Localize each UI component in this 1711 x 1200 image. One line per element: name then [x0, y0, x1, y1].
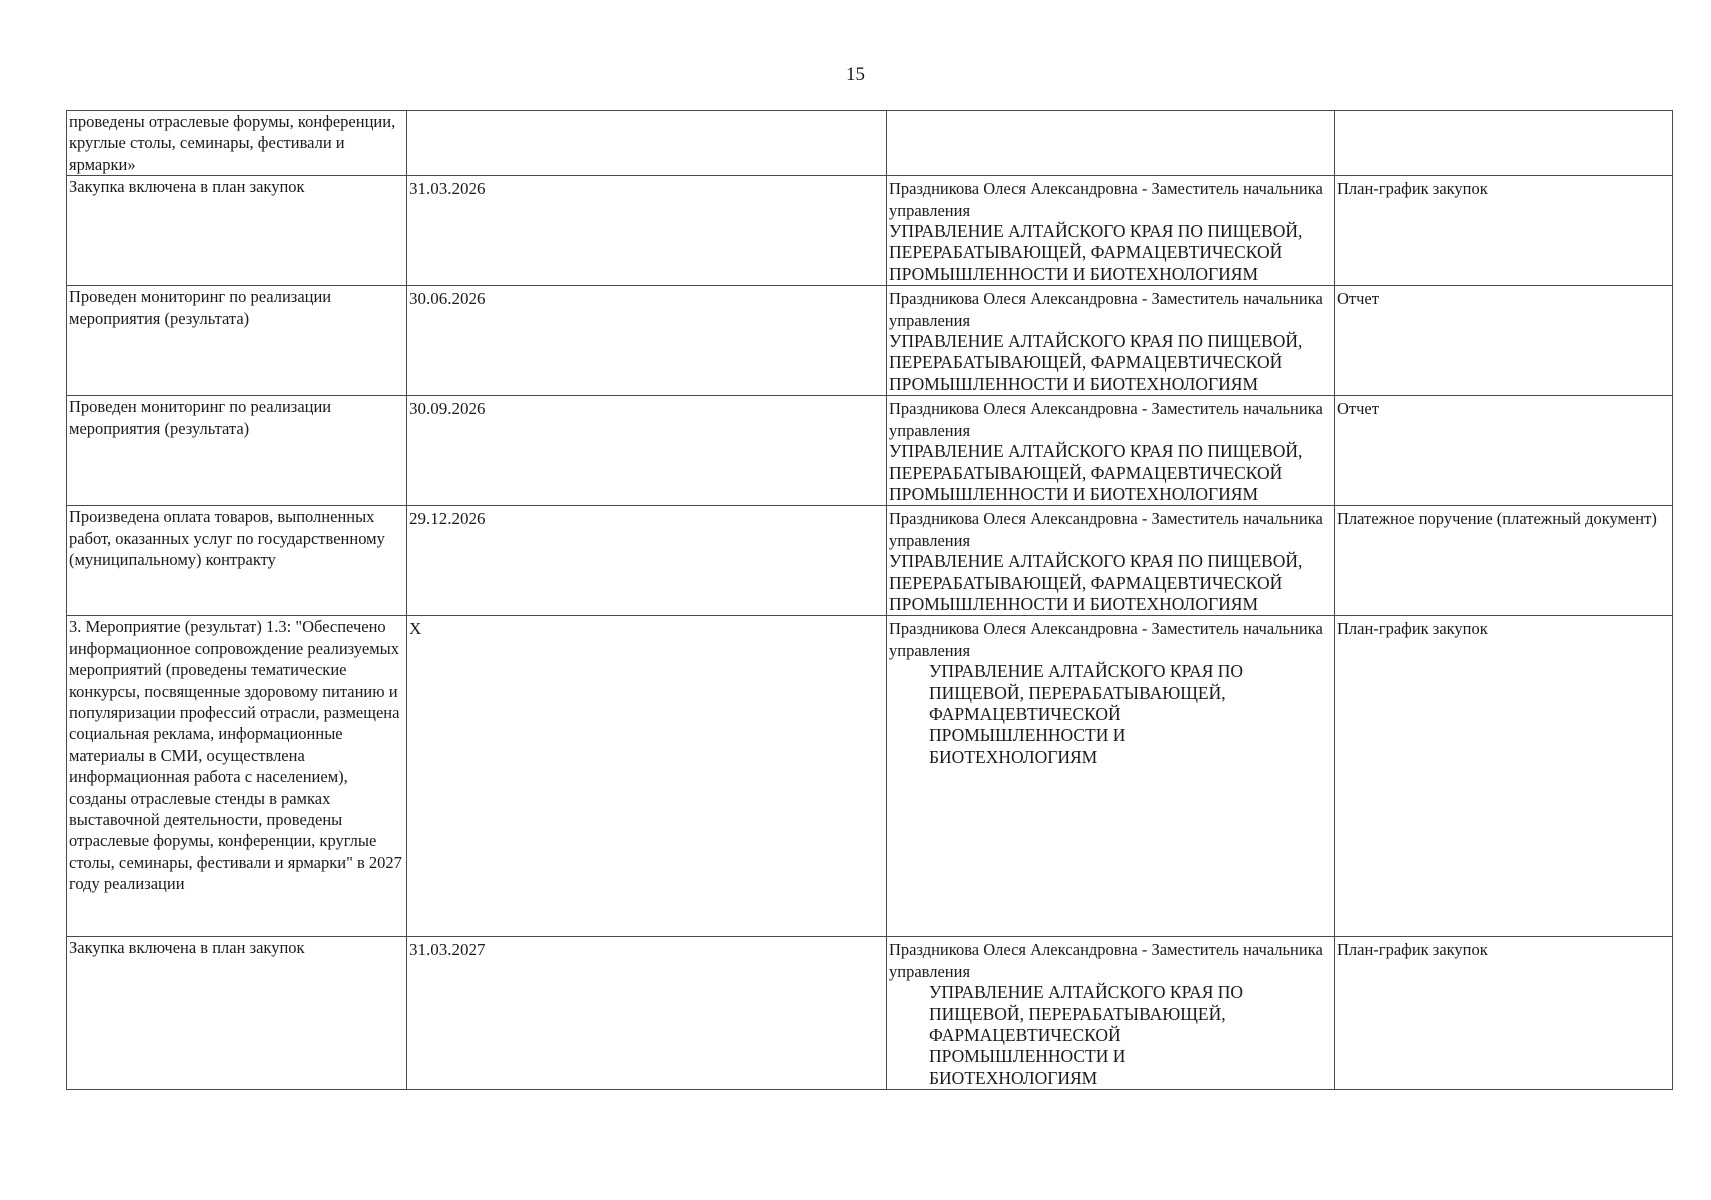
result-cell: Закупка включена в план закупок	[67, 176, 407, 286]
page-number: 15	[846, 64, 865, 85]
responsible-cell	[887, 396, 1335, 506]
responsible-cell	[887, 506, 1335, 616]
result-cell: Проведен мониторинг по реализации мероприятия (результата)	[67, 286, 407, 396]
document-cell: Платежное поручение (платежный документ)	[1335, 506, 1673, 616]
result-cell: Произведена оплата товаров, выполненных работ, оказанных услуг по государственному (муниципальному) контракту	[67, 506, 407, 616]
responsible-cell	[887, 616, 1335, 937]
date-cell: 30.09.2026	[407, 396, 887, 506]
responsible-person: Праздникова Олеся Александровна - Заместитель начальника управления	[889, 289, 1323, 330]
responsible-person: Праздникова Олеся Александровна - Заместитель начальника управления	[889, 619, 1323, 660]
document-cell: План-график закупок	[1335, 176, 1673, 286]
responsible-cell	[887, 286, 1335, 396]
date-cell: 31.03.2026	[407, 176, 887, 286]
table-row	[67, 937, 1673, 1090]
document-cell: План-график закупок	[1335, 616, 1673, 937]
table-row	[67, 506, 1673, 616]
responsible-person: Праздникова Олеся Александровна - Заместитель начальника управления	[889, 179, 1323, 220]
responsible-cell	[887, 176, 1335, 286]
table-row	[67, 616, 1673, 937]
result-cell: проведены отраслевые форумы, конференции, круглые столы, семинары, фестивали и ярмарки»	[67, 111, 407, 176]
responsible-org: УПРАВЛЕНИЕ АЛТАЙСКОГО КРАЯ ПО ПИЩЕВОЙ, ПЕРЕРАБАТЫВАЮЩЕЙ, ФАРМАЦЕВТИЧЕСКОЙ ПРОМЫШЛЕННОСТИ И БИОТЕХНОЛОГИЯМ	[889, 221, 1303, 284]
responsible-person: Праздникова Олеся Александровна - Заместитель начальника управления	[889, 399, 1323, 440]
responsible-org: УПРАВЛЕНИЕ АЛТАЙСКОГО КРАЯ ПО ПИЩЕВОЙ, ПЕРЕРАБАТЫВАЮЩЕЙ, ФАРМАЦЕВТИЧЕСКОЙ ПРОМЫШЛЕННОСТИ И БИОТЕХНОЛОГИЯМ	[929, 982, 1244, 1088]
responsible-org: УПРАВЛЕНИЕ АЛТАЙСКОГО КРАЯ ПО ПИЩЕВОЙ, ПЕРЕРАБАТЫВАЮЩЕЙ, ФАРМАЦЕВТИЧЕСКОЙ ПРОМЫШЛЕННОСТИ И БИОТЕХНОЛОГИЯМ	[889, 331, 1303, 394]
responsible-person: Праздникова Олеся Александровна - Заместитель начальника управления	[889, 940, 1323, 981]
date-cell: 30.06.2026	[407, 286, 887, 396]
responsible-org: УПРАВЛЕНИЕ АЛТАЙСКОГО КРАЯ ПО ПИЩЕВОЙ, ПЕРЕРАБАТЫВАЮЩЕЙ, ФАРМАЦЕВТИЧЕСКОЙ ПРОМЫШЛЕННОСТИ И БИОТЕХНОЛОГИЯМ	[889, 551, 1303, 614]
date-cell	[407, 111, 887, 176]
responsible-cell	[887, 111, 1335, 176]
schedule-table	[66, 110, 1673, 1090]
table-row	[67, 286, 1673, 396]
result-cell: Закупка включена в план закупок	[67, 937, 407, 1090]
table-row	[67, 176, 1673, 286]
responsible-org: УПРАВЛЕНИЕ АЛТАЙСКОГО КРАЯ ПО ПИЩЕВОЙ, ПЕРЕРАБАТЫВАЮЩЕЙ, ФАРМАЦЕВТИЧЕСКОЙ ПРОМЫШЛЕННОСТИ И БИОТЕХНОЛОГИЯМ	[889, 441, 1303, 504]
date-cell: 31.03.2027	[407, 937, 887, 1090]
table-row	[67, 396, 1673, 506]
document-cell: План-график закупок	[1335, 937, 1673, 1090]
responsible-person: Праздникова Олеся Александровна - Заместитель начальника управления	[889, 509, 1323, 550]
document-cell	[1335, 111, 1673, 176]
responsible-org: УПРАВЛЕНИЕ АЛТАЙСКОГО КРАЯ ПО ПИЩЕВОЙ, ПЕРЕРАБАТЫВАЮЩЕЙ, ФАРМАЦЕВТИЧЕСКОЙ ПРОМЫШЛЕННОСТИ И БИОТЕХНОЛОГИЯМ	[929, 661, 1244, 767]
date-cell: X	[407, 616, 887, 937]
result-cell: Проведен мониторинг по реализации мероприятия (результата)	[67, 396, 407, 506]
result-cell: 3. Мероприятие (результат) 1.3: "Обеспечено информационное сопровождение реализуемых мероприятий (проведены тематические конкурсы, посвященные здоровому питанию и популяризации профессий отрасли, размещена социальная реклама, информационные материалы в СМИ, осуществлена информационная работа с населением), созданы отраслевые стенды в рамках выставочной деятельности, проведены отраслевые форумы, конференции, круглые столы, семинары, фестивали и ярмарки" в 2027 году реализации	[67, 616, 407, 937]
document-cell: Отчет	[1335, 286, 1673, 396]
document-cell: Отчет	[1335, 396, 1673, 506]
responsible-cell	[887, 937, 1335, 1090]
date-cell: 29.12.2026	[407, 506, 887, 616]
table-row	[67, 111, 1673, 176]
